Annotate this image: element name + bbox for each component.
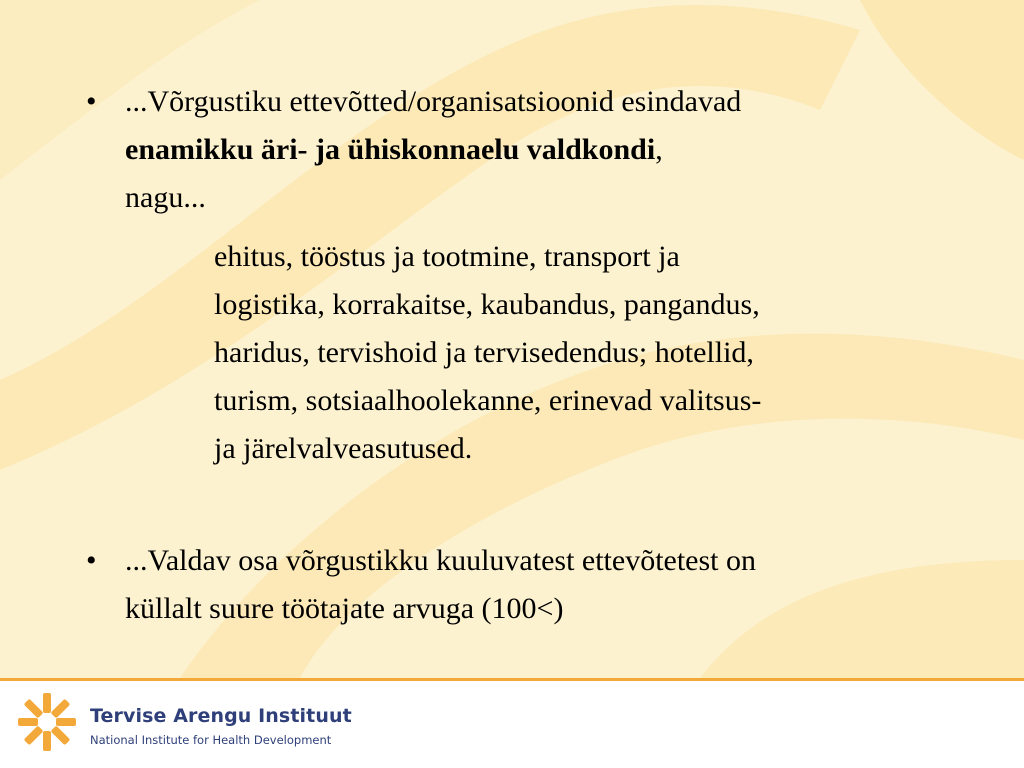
- sub-line-5: ja järelvalveasutused.: [214, 432, 473, 465]
- bullet-2-line-2: küllalt suure töötajate arvuga (100<): [125, 592, 564, 625]
- bullet-1-text: [125, 78, 985, 222]
- org-name: Tervise Arengu Instituut: [90, 705, 352, 727]
- bullet-marker: •: [86, 544, 97, 577]
- bullet-2-line-1: ...Valdav osa võrgustikku kuuluvatest ettevõtetest on: [125, 544, 757, 577]
- footer: [0, 681, 1024, 768]
- bullet-2-text: [125, 537, 995, 633]
- sub-line-4: turism, sotsiaalhoolekanne, erinevad valitsus-: [214, 384, 762, 417]
- sub-line-2: logistika, korrakaitse, kaubandus, pangandus,: [214, 288, 760, 321]
- bullet-marker: •: [86, 85, 97, 118]
- bullet-1-ending: nagu...: [125, 181, 206, 214]
- sub-line-3: haridus, tervishoid ja tervisedendus; hotellid,: [214, 336, 754, 369]
- sub-line-1: ehitus, tööstus ja tootmine, transport ja: [214, 240, 680, 273]
- bullet-1-intro: ...Võrgustiku ettevõtted/organisatsioonid esindavad: [125, 85, 742, 118]
- bullet-1-bold: enamikku äri- ja ühiskonnaelu valdkondi: [125, 133, 656, 166]
- org-name-english: National Institute for Health Development: [90, 733, 332, 747]
- sub-list-text: [214, 233, 954, 473]
- bullet-1-comma: ,: [655, 133, 663, 166]
- sun-logo-icon: [18, 693, 76, 751]
